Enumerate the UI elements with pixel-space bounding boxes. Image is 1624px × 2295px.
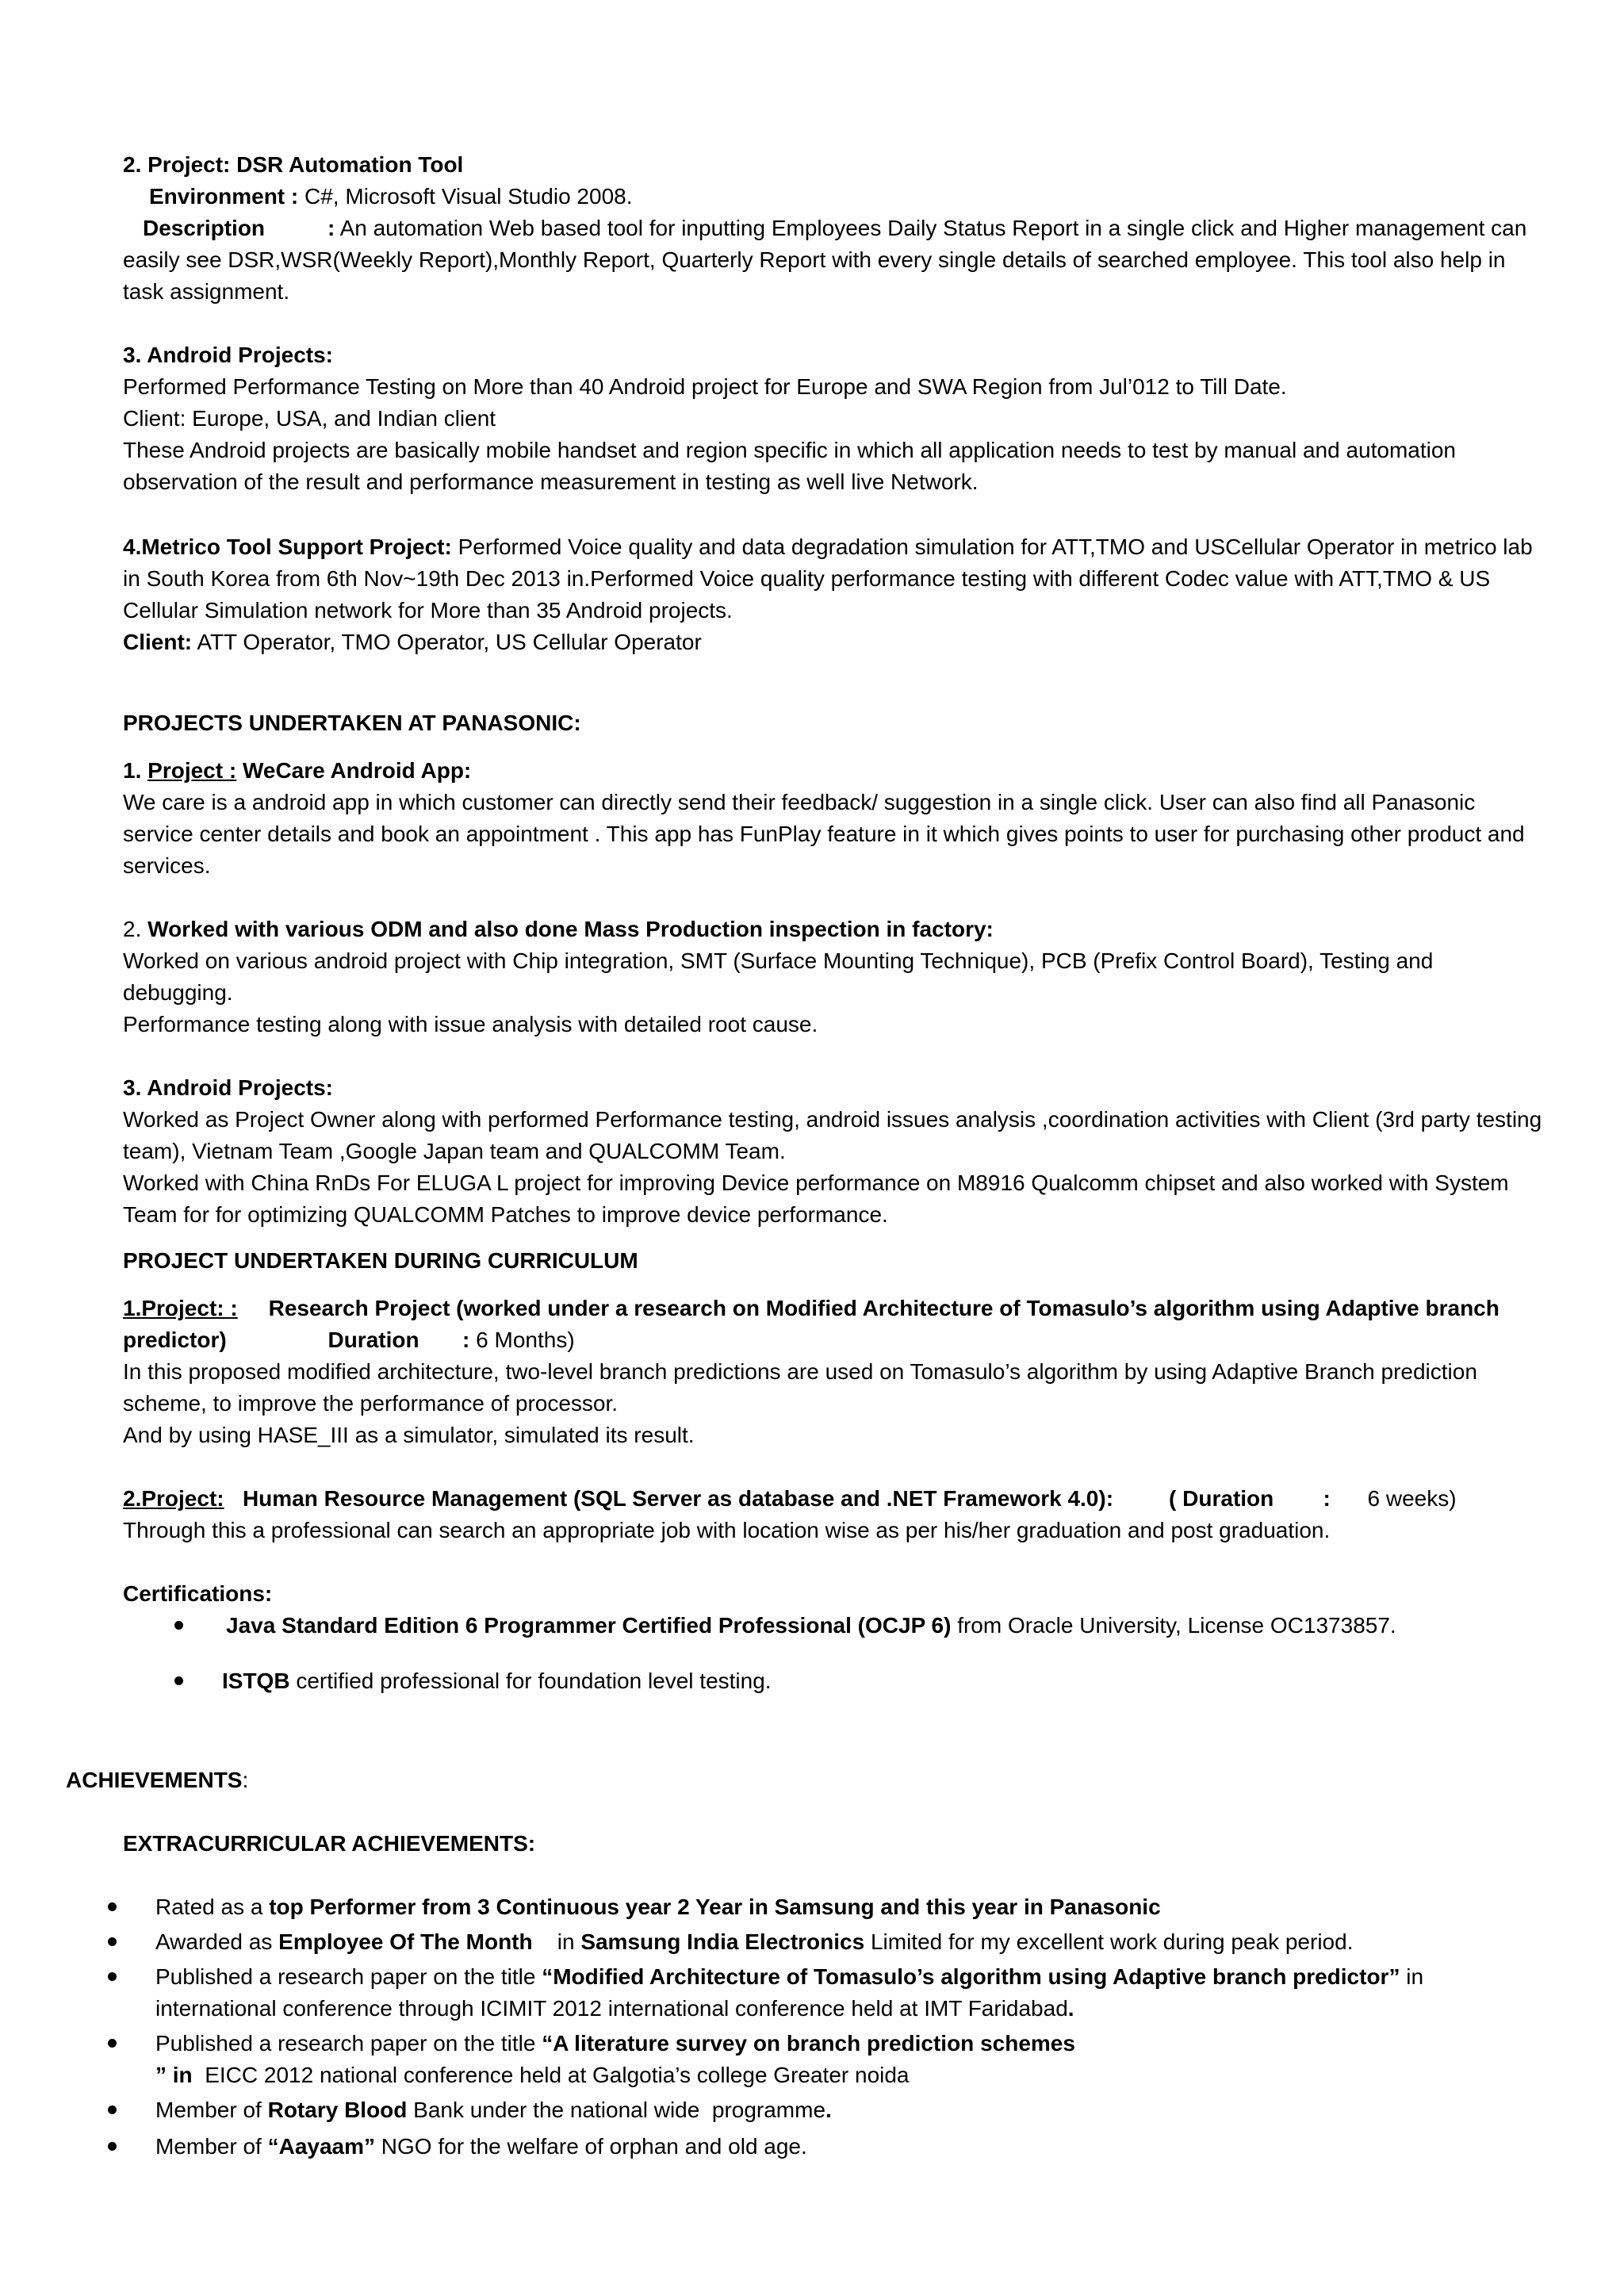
bullet-icon	[108, 2105, 117, 2114]
achievement-bold: Rotary Blood	[267, 2098, 408, 2122]
odm-line-2: Performance testing along with issue analysis with detailed root cause.	[123, 1012, 818, 1036]
achievement-item	[66, 1926, 1493, 1958]
achievements-title: ACHIEVEMENTS	[66, 1768, 243, 1792]
research-duration-label: Duration	[327, 1328, 419, 1352]
odm-num: 2.	[123, 917, 142, 941]
curriculum-heading: PROJECT UNDERTAKEN DURING CURRICULUM	[123, 1248, 638, 1273]
achievement-bold-end: .	[1067, 1996, 1074, 2021]
dsr-env-value: C#, Microsoft Visual Studio 2008.	[304, 184, 633, 209]
android-line-2: Client: Europe, USA, and Indian client	[123, 406, 496, 431]
hrm-project-title: Human Resource Management (SQL Server as database and .NET Framework 4.0):	[242, 1486, 1114, 1511]
dsr-desc-sep: :	[327, 216, 335, 240]
achievement-bold: Employee Of The Month	[278, 1929, 533, 1954]
research-text-1: In this proposed modified architecture, two-level branch predictions are used on Tomasulo’s algorithm by using Adaptive Branch prediction scheme, to improve the performance of processor.	[123, 1359, 1477, 1416]
wecare-num: 1.	[123, 758, 142, 783]
hrm-project-label: 2.Project:	[123, 1486, 224, 1511]
achievement-pre: Published a research paper on the title	[155, 2031, 542, 2056]
panasonic-heading: PROJECTS UNDERTAKEN AT PANASONIC:	[123, 711, 581, 735]
metrico-paragraph	[123, 531, 1542, 626]
certification-rest: certified professional for foundation level testing.	[289, 1669, 772, 1693]
research-project-title: Research Project (worked under a research on Modified Architecture of Tomasulo’s algorithm using Adaptive branch predictor)	[123, 1296, 1500, 1352]
panasonic-android-line-2: Worked with China RnDs For ELUGA L project for improving Device performance on M8916 Qualcomm chipset and also worked with System Team for for optimizing QUALCOMM Patches to improve device performance.	[123, 1170, 1509, 1227]
achievement-pre: Awarded as	[155, 1929, 279, 1954]
panasonic-section	[123, 707, 1542, 1231]
dsr-description	[123, 213, 1542, 308]
achievement-bold: top Performer from 3 Continuous year 2 Year in Samsung and this year in Panasonic	[269, 1895, 1161, 1919]
achievement-bold-2: Samsung India Electronics	[580, 1929, 865, 1954]
achievement-pre: Published a research paper on the title	[155, 1964, 542, 1989]
certification-bold: Java Standard Edition 6 Programmer Certified Professional (OCJP 6)	[226, 1613, 952, 1638]
achievement-bold-end: .	[825, 2098, 832, 2122]
achievements-section	[66, 1764, 1493, 2163]
certifications-section	[123, 1578, 1542, 1697]
research-project-label: 1.Project: :	[123, 1296, 238, 1320]
metrico-section	[123, 531, 1542, 658]
certifications-list	[123, 1610, 1542, 1697]
panasonic-android-line-1: Worked as Project Owner along with performed Performance testing, android issues analysis ,coordination activities with Client (3rd party testing team), Vietnam Team ,Google Japan team and QUALCOMM Team.	[123, 1107, 1542, 1163]
hrm-duration-label: ( Duration	[1169, 1486, 1274, 1511]
achievement-post: Limited for my excellent work during peak period.	[864, 1929, 1354, 1954]
achievement-bold: “Modified Architecture of Tomasulo’s algorithm using Adaptive branch predictor”	[542, 1964, 1400, 1989]
achievement-bold: “Aayaam”	[267, 2134, 376, 2159]
hrm-text: Through this a professional can search an appropriate job with location wise as per his/her graduation and post graduation.	[123, 1518, 1331, 1542]
certification-item	[123, 1665, 1542, 1697]
achievement-mid: in	[532, 1929, 581, 1954]
achievement-item	[66, 2028, 1493, 2091]
achievement-pre: Member of	[155, 2134, 268, 2159]
bullet-icon	[108, 2142, 117, 2151]
curriculum-section	[123, 1245, 1542, 1546]
achievement-pre: Rated as a	[155, 1895, 270, 1919]
hrm-duration-sep: :	[1323, 1486, 1331, 1511]
achievement-bold: “A literature survey on branch prediction schemes	[542, 2031, 1075, 2056]
achievement-item	[66, 2094, 1493, 2126]
metrico-text: Performed Voice quality and data degradation simulation for ATT,TMO and USCellular Operator in metrico lab in South Korea from 6th Nov~19th Dec 2013 in.Performed Voice quality performance testing with different Codec value with ATT,TMO & US Cellular Simulation network for More than 35 Android projects.	[123, 534, 1533, 623]
wecare-text: We care is a android app in which customer can directly send their feedback/ suggestion in a single click. User can also find all Panasonic service center details and book an appointment . This app has FunPlay feature in it which gives points to user for purchasing other product and services.	[123, 790, 1525, 878]
achievement-item	[66, 1891, 1493, 1923]
research-project-heading	[123, 1293, 1542, 1356]
metrico-heading: 4.Metrico Tool Support Project:	[123, 534, 452, 559]
certifications-heading: Certifications:	[123, 1581, 273, 1606]
achievements-list	[66, 1891, 1493, 2163]
extracurricular-heading: EXTRACURRICULAR ACHIEVEMENTS:	[123, 1831, 536, 1856]
dsr-desc-rest: management can easily see DSR,WSR(Weekly Report),Monthly Report, Quarterly Report with every single details of searched employee. This tool also help in task assignment.	[123, 216, 1527, 304]
achievement-item	[66, 2131, 1493, 2163]
odm-title: Worked with various ODM and also done Mass Production inspection in factory:	[147, 917, 994, 941]
achievement-post: in international conference through ICIMIT 2012 international conference held at IMT Faridabad	[155, 1964, 1424, 2021]
metrico-client-label: Client:	[123, 630, 193, 654]
bullet-icon	[108, 1902, 117, 1911]
achievements-heading	[66, 1764, 1493, 1796]
dsr-desc-label: Description	[143, 216, 266, 240]
achievement-post: NGO for the welfare of orphan and old age.	[375, 2134, 807, 2159]
wecare-title: WeCare Android App:	[242, 758, 472, 783]
android-line-3: These Android projects are basically mobile handset and region specific in which all application needs to test by manual and automation observation of the result and performance measurement in testing as well live Network.	[123, 438, 1456, 494]
bullet-icon	[174, 1676, 183, 1685]
android-line-1: Performed Performance Testing on More than 40 Android project for Europe and SWA Region from Jul’012 to Till Date.	[123, 374, 1287, 399]
metrico-client	[123, 626, 1542, 658]
certification-bold: ISTQB	[222, 1669, 290, 1693]
achievement-post: Bank under the national wide programme	[407, 2098, 826, 2122]
panasonic-android-heading: 3. Android Projects:	[123, 1075, 334, 1100]
certification-rest: from Oracle University, License OC1373857.	[951, 1613, 1396, 1638]
research-text-2: And by using HASE_III as a simulator, simulated its result.	[123, 1423, 695, 1447]
achievement-item	[66, 1961, 1493, 2025]
certification-item	[123, 1610, 1542, 1642]
dsr-env-label: Environment :	[149, 184, 299, 209]
dsr-environment	[123, 181, 1542, 213]
metrico-client-value: ATT Operator, TMO Operator, US Cellular Operator	[197, 630, 702, 654]
achievements-colon: :	[242, 1768, 249, 1792]
dsr-heading: 2. Project: DSR Automation Tool	[123, 152, 464, 177]
achievement-bold-line2: ” in	[155, 2063, 193, 2087]
hrm-project-heading	[123, 1483, 1542, 1515]
dsr-desc-first: An automation Web based tool for inputting Employees Daily Status Report in a single click and Higher	[339, 216, 1350, 240]
odm-heading	[123, 914, 1542, 945]
hrm-duration-value: 6 weeks)	[1367, 1486, 1457, 1511]
android-projects-section	[123, 339, 1542, 498]
achievement-post: EICC 2012 national conference held at Galgotia’s college Greater noida	[192, 2063, 910, 2087]
bullet-icon	[108, 1937, 117, 1946]
dsr-project-section	[123, 149, 1542, 308]
android-heading: 3. Android Projects:	[123, 343, 334, 367]
achievement-pre: Member of	[155, 2098, 268, 2122]
research-duration-sep: :	[462, 1328, 470, 1352]
research-duration	[232, 1324, 574, 1356]
odm-line-1: Worked on various android project with Chip integration, SMT (Surface Mounting Technique), PCB (Prefix Control Board), Testing and debugging.	[123, 948, 1434, 1005]
wecare-heading	[123, 755, 1542, 787]
research-duration-value: 6 Months)	[476, 1328, 575, 1352]
bullet-icon	[174, 1621, 183, 1630]
wecare-project-label: Project :	[147, 758, 237, 783]
bullet-icon	[108, 1972, 117, 1981]
bullet-icon	[108, 2039, 117, 2048]
